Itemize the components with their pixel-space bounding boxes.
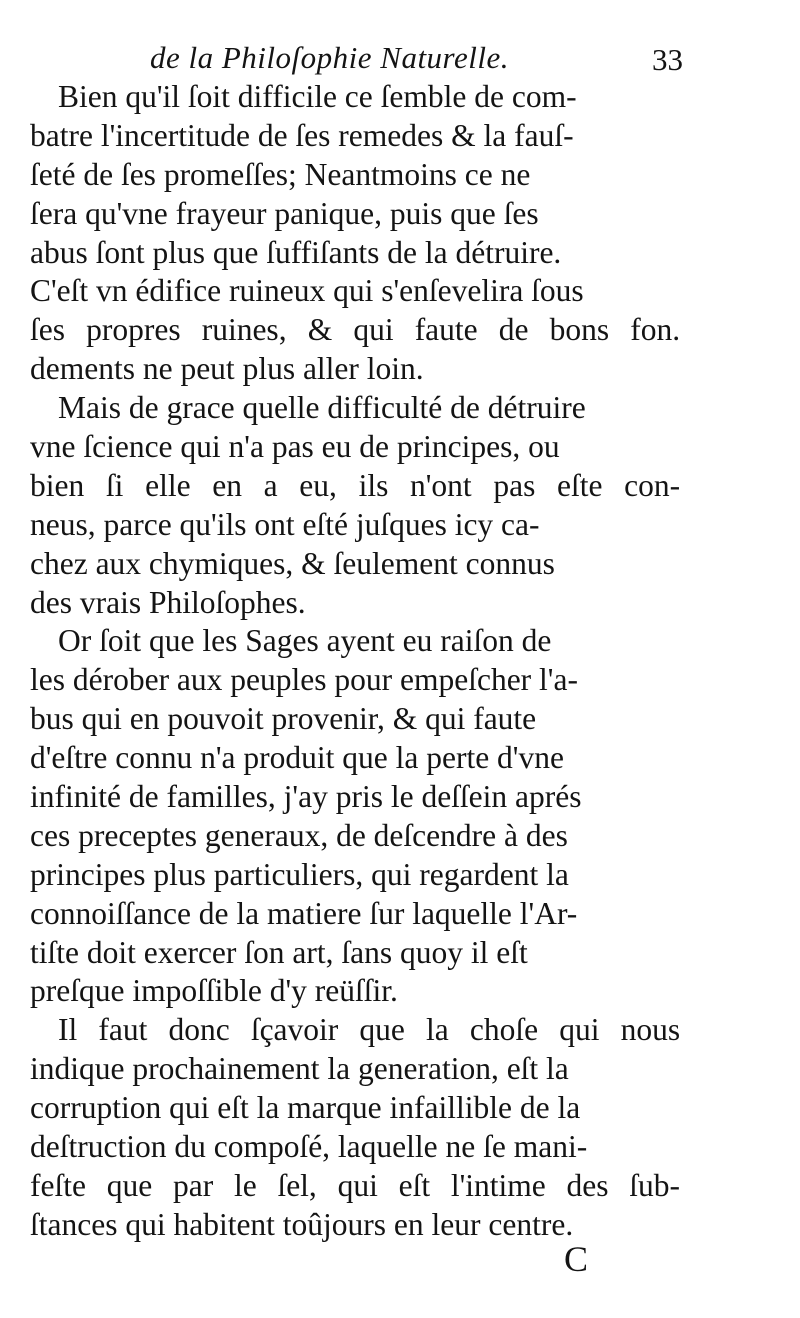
text-line: batre l'incertitude de ſes remedes & la fauſ- xyxy=(30,117,574,153)
body-text xyxy=(30,78,680,1245)
text-line: C'eſt vn édifice ruineux qui s'enſevelira ſous xyxy=(30,273,584,309)
text-line: tiſte doit exercer ſon art, ſans quoy il eſt xyxy=(30,934,528,970)
text-line: infinité de familles, j'ay pris le deſſein aprés xyxy=(30,779,582,815)
text-line: chez aux chymiques, & ſeulement connus xyxy=(30,545,555,581)
text-line: Mais de grace quelle difficulté de détruire xyxy=(58,390,586,426)
paragraph-2 xyxy=(30,389,680,622)
paragraph-3 xyxy=(30,622,680,1011)
text-line: abus ſont plus que ſuffiſants de la détruire. xyxy=(30,234,562,270)
text-line: deſtruction du compoſé, laquelle ne ſe mani- xyxy=(30,1129,588,1165)
text-line: bus qui en pouvoit provenir, & qui faute xyxy=(30,701,537,737)
page-number: 33 xyxy=(652,42,683,77)
text-line: d'eſtre connu n'a produit que la perte d'vne xyxy=(30,740,564,776)
text-line: principes plus particuliers, qui regardent la xyxy=(30,856,569,892)
text-line: ſtances qui habitent toûjours en leur centre. xyxy=(30,1206,574,1242)
text-line: Or ſoit que les Sages ayent eu raiſon de xyxy=(58,623,552,659)
text-line: corruption qui eſt la marque infaillible de la xyxy=(30,1090,581,1126)
catchword: C xyxy=(564,1239,589,1279)
text-line: des vrais Philoſophes. xyxy=(30,584,306,620)
paragraph-4 xyxy=(30,1011,680,1244)
text-line: Bien qu'il ſoit difficile ce ſemble de com- xyxy=(58,79,577,114)
running-title: de la Philoſophie Naturelle. xyxy=(150,40,509,75)
paragraph-1 xyxy=(30,78,680,389)
text-line: connoiſſance de la matiere ſur laquelle l'Ar- xyxy=(30,895,578,931)
text-line: neus, parce qu'ils ont eſté juſques icy ca- xyxy=(30,506,540,542)
text-line: bien ſi elle en a eu, ils n'ont pas eſte con- xyxy=(30,467,681,503)
text-line: ſeté de ſes promeſſes; Neantmoins ce ne xyxy=(30,156,531,192)
text-line: ces preceptes generaux, de deſcendre à des xyxy=(30,817,568,853)
text-line: feſte que par le ſel, qui eſt l'intime des ſub- xyxy=(30,1167,681,1203)
text-line: Il faut donc ſçavoir que la choſe qui nous xyxy=(58,1012,681,1048)
text-line: indique prochainement la generation, eſt la xyxy=(30,1051,569,1087)
text-line: les dérober aux peuples pour empeſcher l'a- xyxy=(30,662,578,698)
text-line: ſes propres ruines, & qui faute de bons fon. xyxy=(30,312,681,348)
text-line: preſque impoſſible d'y reüſſir. xyxy=(30,973,398,1009)
text-line: vne ſcience qui n'a pas eu de principes, ou xyxy=(30,429,560,465)
text-line: ſera qu'vne frayeur panique, puis que ſes xyxy=(30,195,539,231)
text-line: dements ne peut plus aller loin. xyxy=(30,351,424,387)
